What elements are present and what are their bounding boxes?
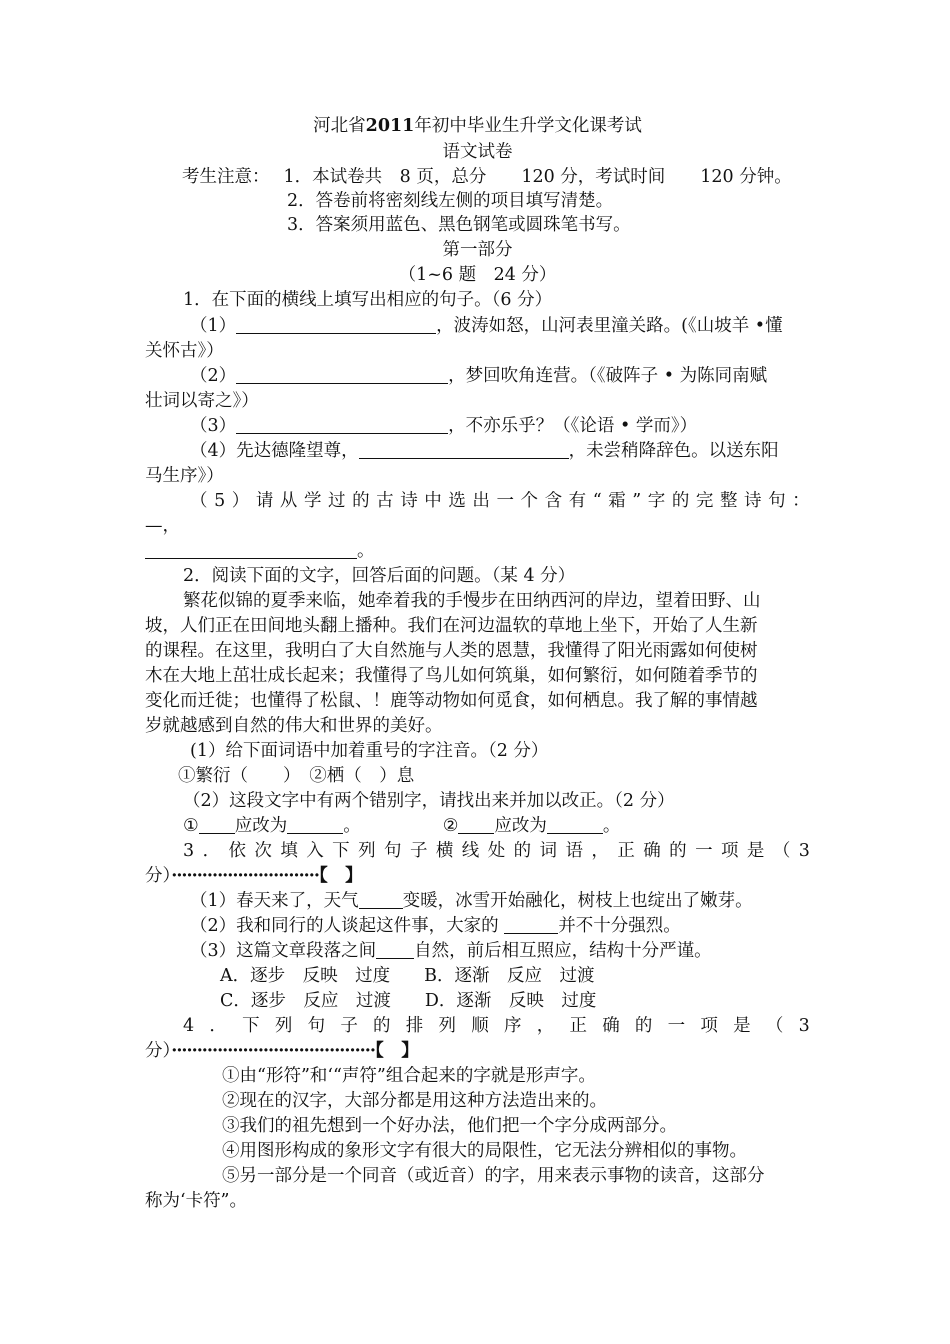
- q4-stem-cont: [145, 1039, 810, 1064]
- q1-s5-char: （: [190, 491, 208, 511]
- q3-option-b[interactable]: B．逐渐 反应 过渡: [424, 966, 595, 986]
- q1-s5-char: ：: [792, 491, 810, 511]
- q3-options-ab: [220, 964, 810, 989]
- q3-option-d[interactable]: D．逐渐 反映 过度: [424, 991, 597, 1011]
- q1-s4-pre: （4）先达德隆望尊，: [190, 441, 359, 461]
- q1-s5-char: 出: [472, 491, 490, 511]
- q1-s5-end: 。: [357, 541, 375, 561]
- q2-sub2-answers: [183, 814, 810, 839]
- q3-stem-char: 句: [384, 841, 402, 861]
- q4-item: ③我们的祖先想到一个好办法，他们把一个字分成两部分。: [222, 1116, 677, 1136]
- q1-s5-char: “: [592, 491, 602, 511]
- q2-passage-line: 的课程。在这里，我明白了大自然施与人类的恩慧，我懂得了阳光雨露如何使树: [145, 641, 758, 661]
- q4-leader-dots: ········································: [171, 1041, 375, 1061]
- q2-sub2-f: 。: [602, 816, 621, 836]
- q3-stem-char: 次: [254, 841, 272, 861]
- q4-item-cont: 称为‘卡符”。: [145, 1191, 248, 1211]
- q2-sub2-c: 。: [343, 816, 361, 836]
- note-3: 3．答案须用蓝色、黑色钢笔或圆珠笔书写。: [287, 215, 631, 235]
- q4-stem-char: 是: [733, 1016, 751, 1036]
- q1-s5-char: 过: [328, 491, 346, 511]
- q1-s5-char: 个: [520, 491, 539, 511]
- answer-blank[interactable]: [287, 815, 343, 834]
- q3-stem-char: 确: [643, 841, 661, 861]
- q4-stem-char: 排: [405, 1016, 424, 1036]
- q4-stem-char: 3: [798, 1016, 810, 1036]
- q2-passage-line: 繁花似锦的夏季来临，她牵着我的手慢步在田纳西河的岸边，望着田野、山: [183, 591, 761, 611]
- q3-stem-cont-text: 分）: [145, 866, 172, 886]
- q4-stem-char: 子: [340, 1016, 358, 1036]
- q2-sub2-b: 应改为: [234, 816, 288, 836]
- q2-sub2-d: ②: [442, 816, 459, 836]
- q1-s2-text: ，梦回吹角连营。（《破阵子 • 为陈同南赋: [448, 366, 768, 386]
- answer-blank[interactable]: [359, 890, 403, 909]
- q4-item: ①由“形符”和‘“声符”组合起来的字就是形声字。: [222, 1066, 596, 1086]
- q1-s1-num: （1）: [190, 316, 237, 336]
- q1-s5-line: [145, 539, 810, 564]
- q2-sub2: （2）这段文字中有两个错别字，请找出来并加以改正。（2 分）: [183, 791, 675, 811]
- q1-s5: [190, 489, 810, 514]
- answer-blank[interactable]: [547, 815, 603, 834]
- q3-stem-char: 列: [358, 841, 376, 861]
- answer-blank[interactable]: [359, 440, 569, 459]
- q3-stem-char: 子: [409, 841, 428, 861]
- part-range: （1~6 题 24 分）: [398, 265, 557, 285]
- q1-s5-char: 诗: [744, 491, 762, 511]
- q3-options-cd: [220, 989, 810, 1014]
- answer-blank[interactable]: [145, 540, 357, 559]
- q3-stem-char: 依: [228, 841, 246, 861]
- exam-subtitle: 语文试卷: [442, 142, 513, 162]
- q1-s2-num: （2）: [190, 366, 237, 386]
- q1-s5-char: 古: [376, 491, 394, 511]
- q3-stem-char: 处: [487, 841, 506, 861]
- q4-stem-char: 句: [307, 1016, 326, 1036]
- q1-s5-char: 中: [424, 491, 442, 511]
- q3-s2-pre: （2）我和同行的人谈起这件事，大家的: [190, 916, 505, 936]
- q4-stem-char: 列: [274, 1016, 293, 1036]
- q1-s5-char: 整: [719, 491, 738, 511]
- q1-s5-char: 学: [303, 491, 322, 511]
- q1-s5-char: 霜: [608, 491, 626, 511]
- answer-blank[interactable]: [199, 815, 235, 834]
- q3-stem-char: 词: [539, 841, 558, 861]
- q4-stem-char: 的: [373, 1016, 391, 1036]
- q3-stem-cont: [145, 864, 810, 889]
- q1-s5-char: 句: [768, 491, 786, 511]
- q3-stem-char: 语: [565, 841, 583, 861]
- q3-stem-char: 的: [513, 841, 532, 861]
- q1-s5-char: 字: [647, 491, 666, 511]
- q2-stem: 2．阅读下面的文字，回答后面的问题。（某 4 分）: [183, 566, 576, 586]
- q1-s5-char: 含: [544, 491, 563, 511]
- q1-s5-char: ”: [632, 491, 642, 511]
- answer-blank[interactable]: [458, 815, 494, 834]
- q1-s1: [190, 314, 810, 339]
- q3-s1: [190, 889, 810, 914]
- q4-stem-char: 一: [667, 1016, 686, 1036]
- q4-stem-char: 下: [242, 1016, 260, 1036]
- q1-s5-char: 从: [279, 491, 298, 511]
- answer-blank[interactable]: [504, 915, 558, 934]
- answer-blank[interactable]: [376, 940, 414, 959]
- q4-stem-char: 正: [569, 1016, 587, 1036]
- q3-option-a[interactable]: A．逐步 反映 过度: [220, 966, 391, 986]
- exam-title: [145, 114, 810, 139]
- q4-stem-char: （: [765, 1016, 784, 1036]
- q3-answer-bracket: 【 】: [318, 866, 363, 886]
- q3-option-c[interactable]: C．逐步 反应 过渡: [220, 991, 391, 1011]
- q3-stem-char: 填: [280, 841, 298, 861]
- q1-s5-char: 的: [671, 491, 690, 511]
- notes-line-1: [182, 165, 810, 190]
- q4-stem-char: 的: [634, 1016, 653, 1036]
- title-year: 2011: [365, 116, 415, 136]
- q4-stem-char: 确: [602, 1016, 620, 1036]
- q3-stem-char: 项: [721, 841, 739, 861]
- note-1: 1．本试卷共 8 页，总分 120 分，考试时间 120 分钟。: [283, 167, 792, 187]
- q2-passage-line: 坡，人们正在田间地头翻上播种。我们在河边温软的草地上坐下，开始了人生新: [145, 616, 758, 636]
- q3-stem-char: （: [772, 841, 791, 861]
- q1-s4-cont: 马生序》）: [145, 466, 224, 486]
- q3-s2: [190, 914, 810, 939]
- q4-stem-char: ，: [536, 1016, 555, 1036]
- q1-s1-text: ，波涛如怒，山河表里潼关路。(《山坡羊 •懂: [436, 316, 783, 336]
- q1-s5-cont: —，: [145, 516, 180, 536]
- q1-s2-cont: 壮词以寄之》）: [145, 391, 259, 411]
- notes-label: 考生注意：: [182, 167, 270, 187]
- q4-stem-char: 列: [438, 1016, 457, 1036]
- note-2: 2．答卷前将密刻线左侧的项目填写清楚。: [287, 191, 614, 211]
- q4-stem-char: ．: [209, 1016, 227, 1036]
- q3-stem-char: 正: [617, 841, 635, 861]
- q3-stem-char: 线: [461, 841, 480, 861]
- q3-s3-pre: （3）这篇文章段落之间: [190, 941, 377, 961]
- q2-sub2-e: 应改为: [494, 816, 547, 836]
- q3-leader-dots: ·····························: [171, 866, 319, 886]
- q3-s1-post: 变暖，冰雪开始融化，树枝上也绽出了嫩芽。: [402, 891, 753, 911]
- title-suffix: 年初中毕业生升学文化课考试: [414, 116, 642, 136]
- q1-s5-char: 请: [255, 491, 274, 511]
- q2-passage-line: 岁就越感到自然的伟大和世界的美好。: [145, 716, 443, 736]
- title-prefix: 河北省: [313, 116, 366, 136]
- answer-blank[interactable]: [236, 415, 448, 434]
- q1-s4: [190, 439, 810, 464]
- q3-s3: [190, 939, 810, 964]
- q3-stem-char: 3: [798, 841, 810, 861]
- q3-stem-char: 3: [183, 841, 195, 861]
- q2-passage-line: 变化而迁徙；也懂得了松鼠、！鹿等动物如何觅食，如何栖息。我了解的事情越: [145, 691, 758, 711]
- q1-s5-char: 诗: [400, 491, 418, 511]
- q3-stem-char: ．: [202, 841, 221, 861]
- q2-sub2-a: ①: [183, 816, 199, 836]
- q3-stem-char: 横: [435, 841, 454, 861]
- q1-s5-char: 选: [448, 491, 466, 511]
- q4-stem-cont-text: 分）: [145, 1041, 172, 1061]
- q1-s5-char: 有: [568, 491, 587, 511]
- q3-stem-char: 一: [695, 841, 713, 861]
- q1-s5-char: ）: [231, 491, 250, 511]
- q4-stem-char: 序: [503, 1016, 522, 1036]
- answer-blank[interactable]: [236, 365, 448, 384]
- q1-s5-char: 完: [695, 491, 714, 511]
- q4-stem-char: 项: [700, 1016, 718, 1036]
- q4-stem: [183, 1014, 810, 1039]
- q1-s5-char: 5: [214, 491, 226, 511]
- q1-s3-text: ，不亦乐乎？（《论语 • 学而》）: [448, 416, 698, 436]
- q4-answer-bracket: 【 】: [374, 1041, 419, 1061]
- q2-sub1-items: ①繁衍（ ） ②栖（ ）息: [178, 766, 415, 786]
- q1-s3: [190, 414, 810, 439]
- q3-stem-char: ，: [591, 841, 609, 861]
- q3-stem-char: 入: [306, 841, 324, 861]
- q1-s4-text: ，未尝稍降辞色。以送东阳: [568, 441, 779, 461]
- part-heading: 第一部分: [442, 240, 513, 260]
- q4-item: ②现在的汉字，大部分都是用这种方法造出来的。: [222, 1091, 607, 1111]
- q3-stem: [183, 839, 810, 864]
- q4-item: ⑤另一部分是一个同音（或近音）的字，用来表示事物的读音，这部分: [222, 1166, 765, 1186]
- q3-stem-char: 下: [332, 841, 350, 861]
- q3-stem-char: 的: [669, 841, 687, 861]
- q1-s1-cont: 关怀古》）: [145, 341, 224, 361]
- answer-blank[interactable]: [236, 315, 436, 334]
- q1-s5-char: 一: [496, 491, 514, 511]
- q3-s3-post: 自然，前后相互照应，结构十分严谨。: [414, 941, 712, 961]
- q1-s2: [190, 364, 810, 389]
- q2-sub1: (1）给下面词语中加着重号的字注音。（2 分）: [190, 741, 549, 761]
- q1-s5-char: 的: [352, 491, 370, 511]
- q3-s2-post: 并不十分强烈。: [558, 916, 681, 936]
- q2-passage-line: 木在大地上茁壮成长起来；我懂得了鸟儿如何筑巢，如何繁衍，如何随着季节的: [145, 666, 758, 686]
- q4-stem-char: 顺: [471, 1016, 489, 1036]
- q1-stem: 1．在下面的横线上填写出相应的句子。（6 分）: [183, 290, 553, 310]
- q1-s3-num: （3）: [190, 416, 237, 436]
- q4-stem-char: 4: [183, 1016, 195, 1036]
- q3-stem-char: 是: [746, 841, 765, 861]
- q4-item: ④用图形构成的象形文字有很大的局限性，它无法分辨相似的事物。: [222, 1141, 747, 1161]
- q3-s1-pre: （1）春天来了，天气: [190, 891, 359, 911]
